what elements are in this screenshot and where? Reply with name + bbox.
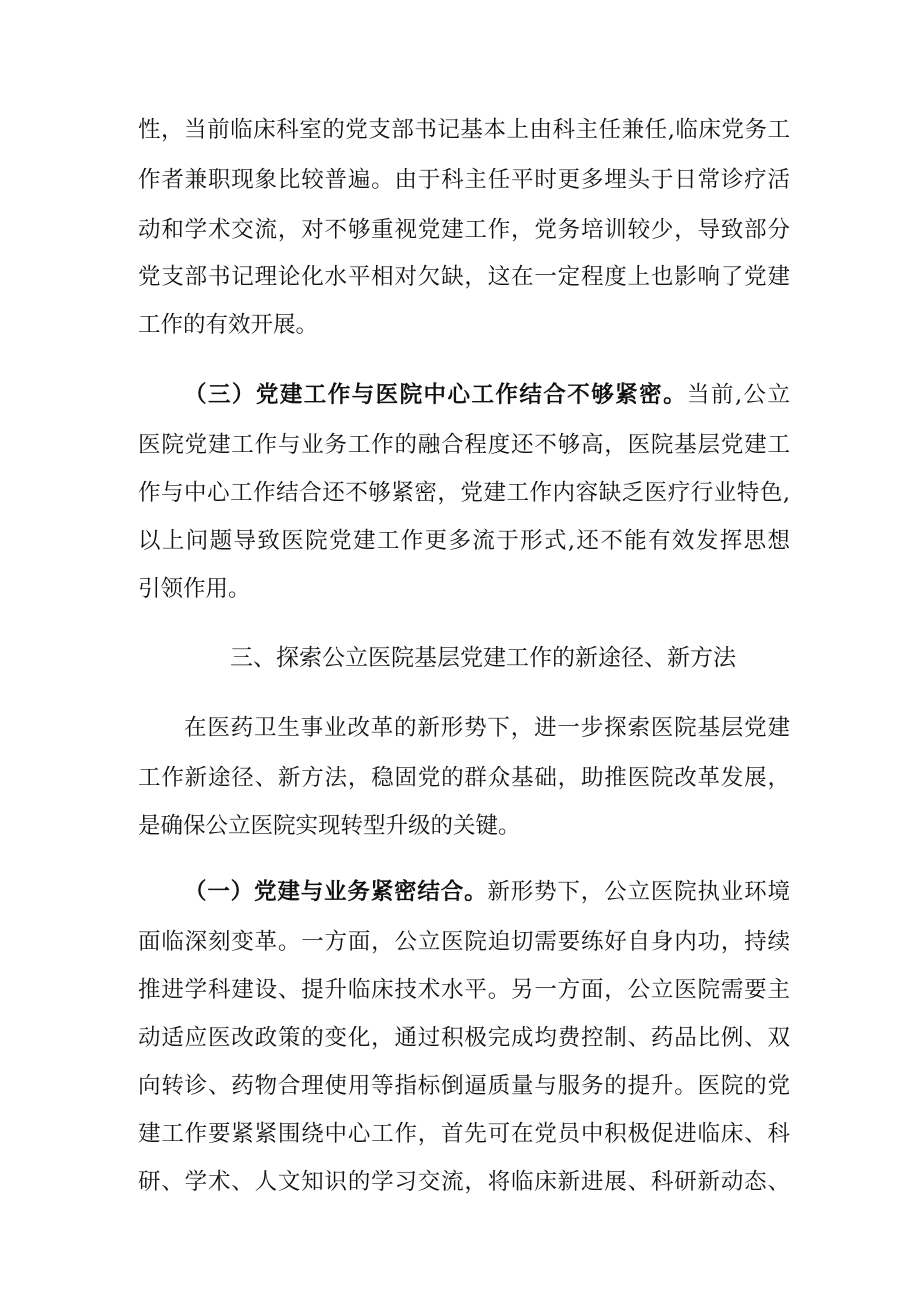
para3-line-1: 在医药卫生事业改革的新形势下，进一步探索医院基层党建 <box>184 715 790 741</box>
para1-line-2: 作者兼职现象比较普遍。由于科主任平时更多埋头于日常诊疗活 <box>138 167 790 193</box>
para4-line-4: 动适应医改政策的变化，通过积极完成均费控制、药品比例、双 <box>138 1025 790 1051</box>
section-heading: 三、探索公立医院基层党建工作的新途径、新方法 <box>230 645 736 671</box>
para2-line-1-rest: 当前,公立 <box>687 382 790 408</box>
para3-line-2: 工作新途径、新方法，稳固党的群众基础，助推医院改革发展， <box>138 765 790 791</box>
para1-line-4: 党支部书记理论化水平相对欠缺，这在一定程度上也影响了党建 <box>138 264 790 290</box>
para2-bold-lead: （三）党建工作与医院中心工作结合不够紧密。 <box>184 382 688 408</box>
para2-line-1 <box>184 380 790 410</box>
para4-bold-lead: （一）党建与业务紧密结合。 <box>184 879 488 905</box>
para4-line-2: 面临深刻变革。一方面，公立医院迫切需要练好自身内功，持续 <box>138 929 790 955</box>
para2-line-4: 以上问题导致医院党建工作更多流于形式,还不能有效发挥思想 <box>138 528 790 554</box>
para4-line-7: 研、学术、人文知识的学习交流，将临床新进展、科研新动态、 <box>138 1169 790 1195</box>
para2-line-2: 医院党建工作与业务工作的融合程度还不够高，医院基层党建工 <box>138 432 790 458</box>
para4-line-6: 建工作要紧紧围绕中心工作，首先可在党员中积极促进临床、科 <box>138 1121 790 1147</box>
para2-line-3: 作与中心工作结合还不够紧密，党建工作内容缺乏医疗行业特色, <box>138 480 790 506</box>
para1-line-3: 动和学术交流，对不够重视党建工作，党务培训较少，导致部分 <box>138 217 790 243</box>
para3-line-3: 是确保公立医院实现转型升级的关键。 <box>138 813 521 839</box>
para2-line-5: 引领作用。 <box>138 576 251 602</box>
para4-line-5: 向转诊、药物合理使用等指标倒逼质量与服务的提升。医院的党 <box>138 1073 790 1099</box>
para4-line-1-rest: 新形势下，公立医院执业环境 <box>487 879 790 905</box>
para4-line-3: 推进学科建设、提升临床技术水平。另一方面，公立医院需要主 <box>138 977 790 1003</box>
para1-line-5: 工作的有效开展。 <box>138 312 319 338</box>
para1-line-1: 性，当前临床科室的党支部书记基本上由科主任兼任,临床党务工 <box>138 117 790 143</box>
para4-line-1 <box>184 877 790 907</box>
